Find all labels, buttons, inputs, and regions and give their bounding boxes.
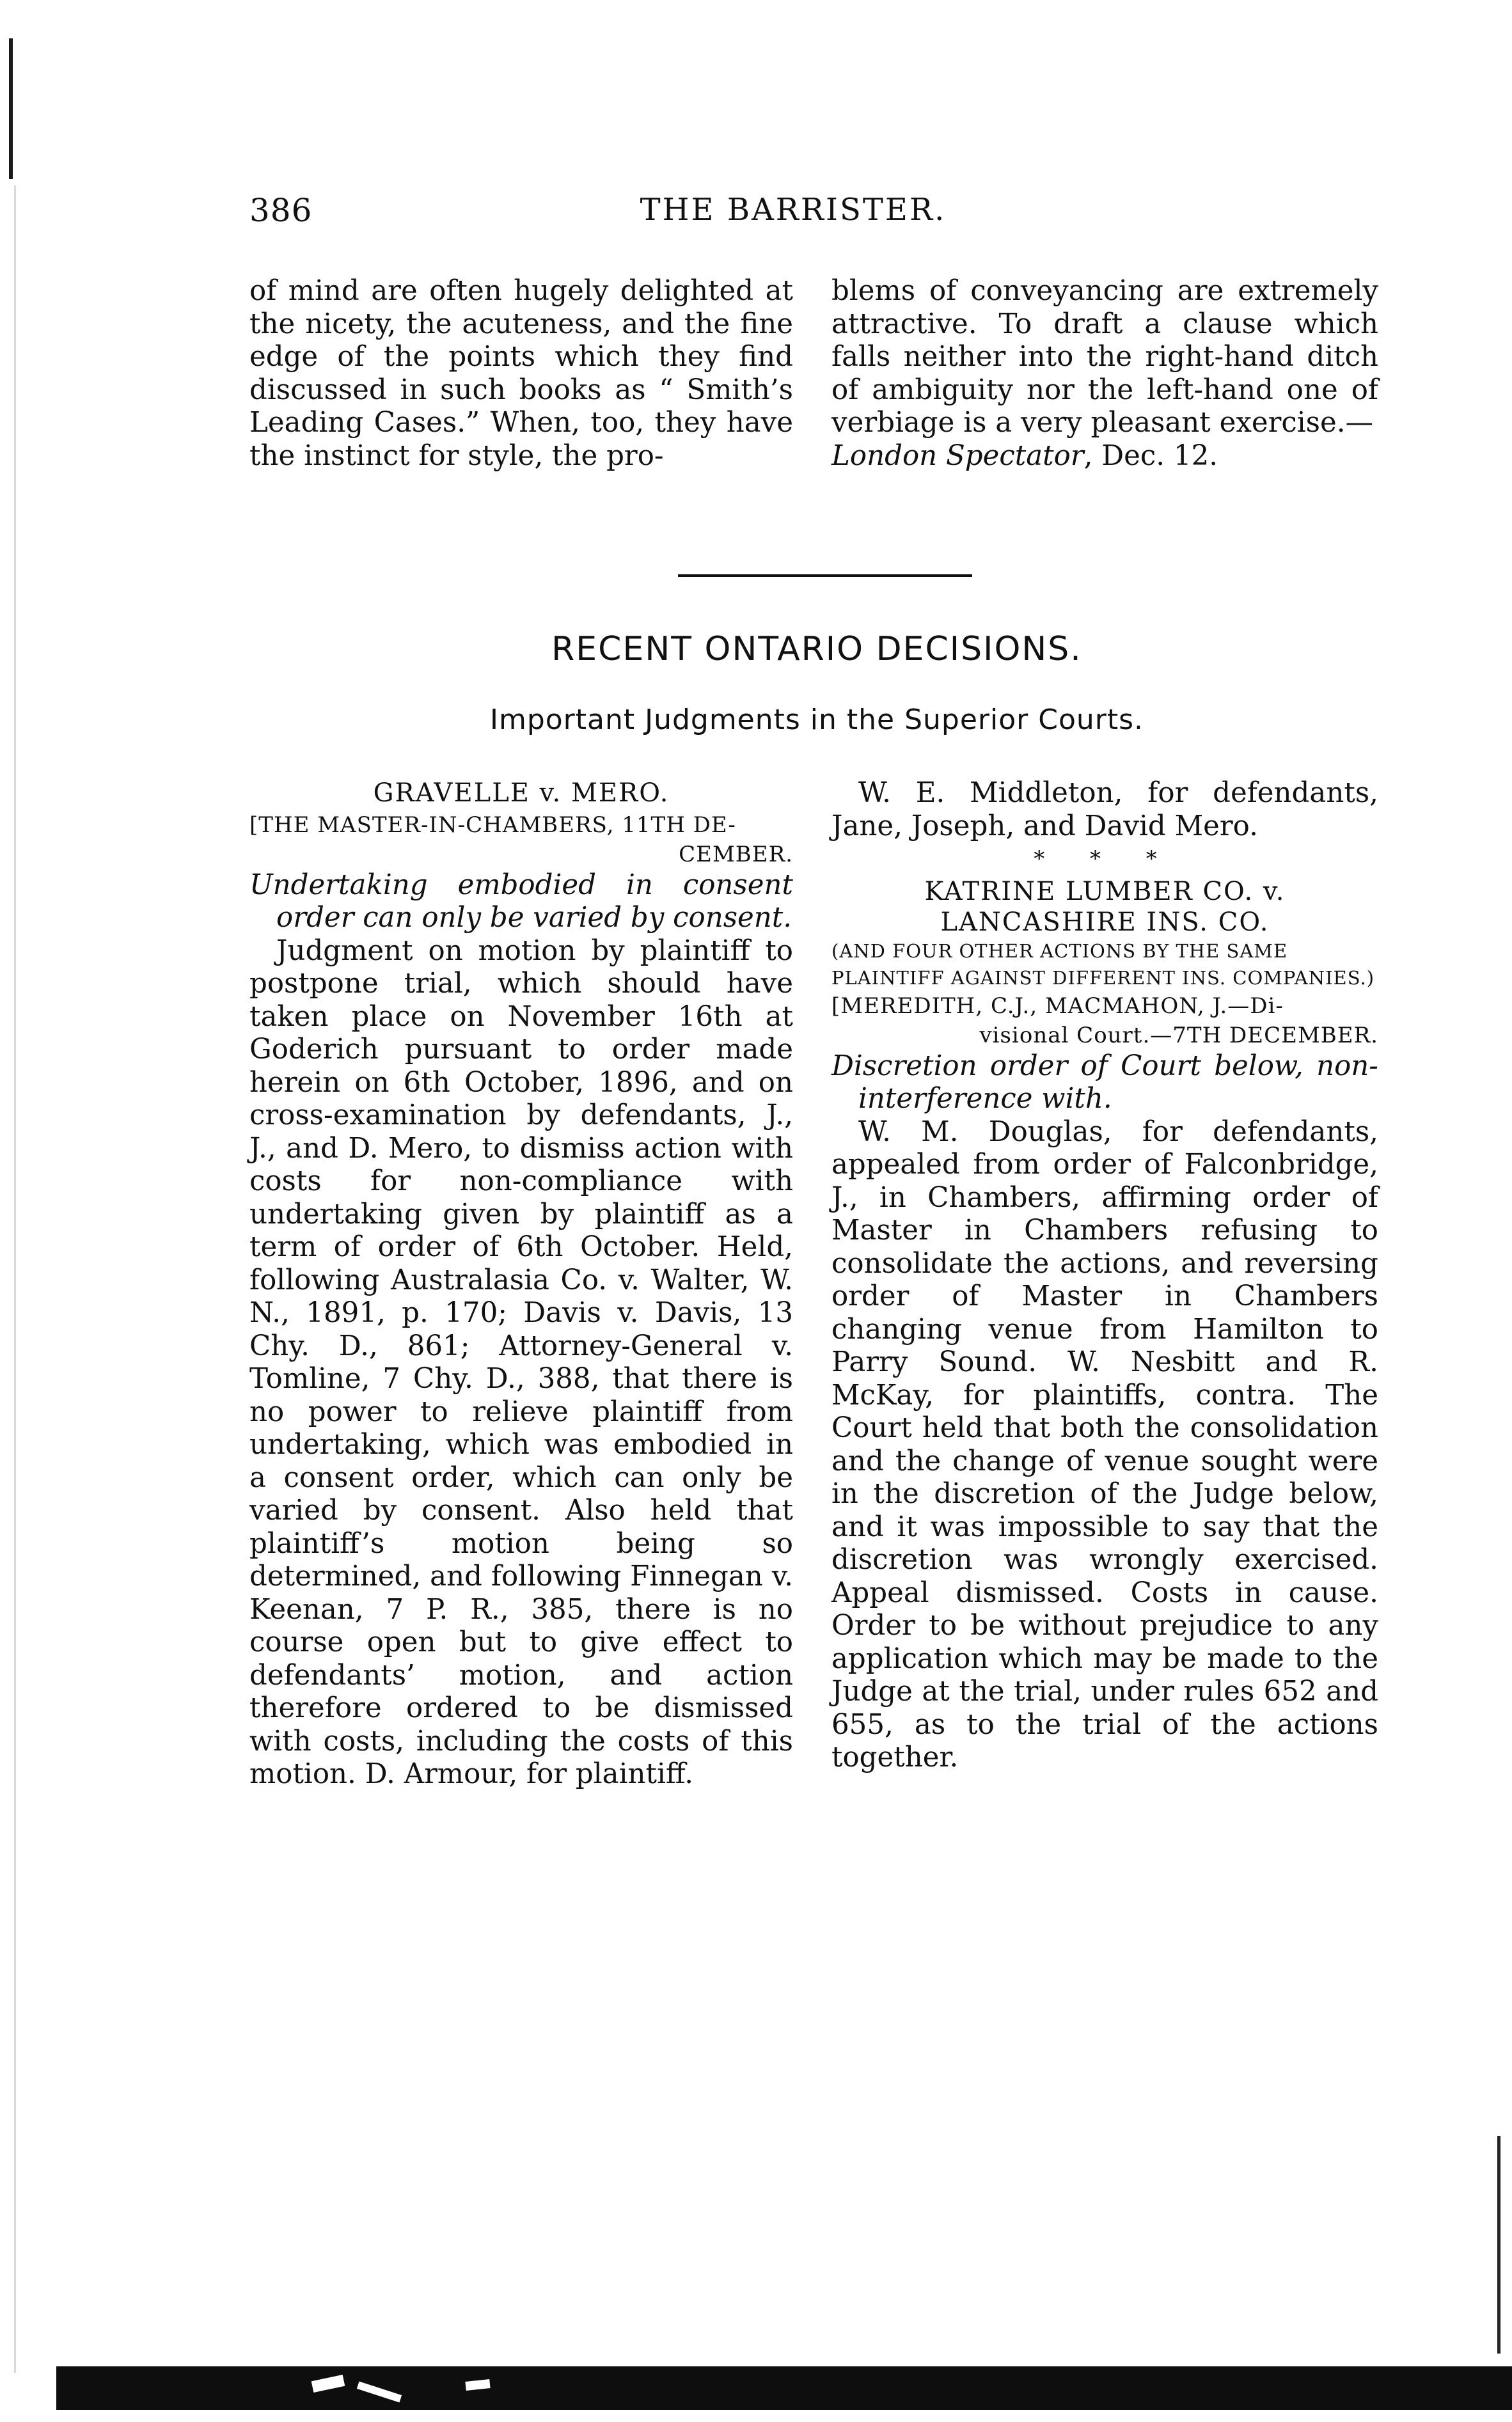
related-actions-note: (AND FOUR OTHER ACTIONS BY THE SAME PLAINTIFF AGAINST DIFFERENT INS. COMPANIES.) <box>831 940 1375 989</box>
separator-stars: * * * <box>1034 846 1176 872</box>
case-headnote: Discretion order of Court below, non-interference with. <box>831 1050 1378 1115</box>
court-line-start: [THE MASTER-IN-CHAMBERS, 11TH DE- <box>249 812 736 838</box>
scan-speck <box>465 2379 490 2391</box>
court-line-end: CEMBER. <box>679 841 793 867</box>
article-column-left <box>249 275 793 473</box>
scan-edge-shadow <box>14 185 16 2373</box>
scan-bottom-bar <box>56 2366 1512 2410</box>
court-line <box>831 991 1378 1050</box>
section-title: RECENT ONTARIO DECISIONS. <box>551 630 1082 668</box>
case-body: W. M. Douglas, for defendants, appealed from order of Falconbridge, J., in Chambers, affirming order of Master in Chambers refusing to consolidate the actions, and reversing order of Master in Chambers changing venue from Hamilton to Parry Sound. W. Nesbitt and R. McKay, for plaintiffs, contra. The Court held that both the consolidation and the change of venue sought were in the discretion of the Judge below, and it was impossible to say that the discretion was wrongly exercised. Appeal dismissed. Costs in cause. Order to be without prejudice to any application which may be made to the Judge at the trial, under rules 652 and 655, as to the trial of the actions together. <box>831 1115 1378 1773</box>
page-number: 386 <box>249 192 313 229</box>
section-divider <box>678 574 972 577</box>
scan-edge-mark-right <box>1497 2136 1500 2354</box>
journal-title: THE BARRISTER. <box>640 192 947 228</box>
cases-column-right <box>831 777 1378 1775</box>
article-text-right-body: blems of conveyancing are extremely attractive. To draft a clause which falls neither into the right-hand ditch of ambiguity nor the left-hand one of verbiage is a very pleasant exercise.— <box>831 275 1378 439</box>
scan-speck <box>311 2375 345 2393</box>
article-source: London Spectator <box>831 439 1084 472</box>
section-subtitle: Important Judgments in the Superior Courts. <box>489 704 1144 736</box>
cases-column-left <box>249 777 793 1791</box>
case-title: KATRINE LUMBER CO. v. LANCASHIRE INS. CO. <box>924 876 1286 937</box>
court-line-start: [MEREDITH, C.J., MACMAHON, J.—Di- <box>831 993 1284 1019</box>
running-header <box>249 192 1337 237</box>
scan-speck <box>357 2381 402 2402</box>
court-line-end: visional Court.—7TH DECEMBER. <box>979 1022 1378 1048</box>
court-line <box>249 810 793 869</box>
article-text-right <box>831 275 1378 473</box>
article-text-left: of mind are often hugely delighted at the nicety, the acuteness, and the fine edge of the points which they find discussed in such books as “ Smith’s Leading Cases.” When, too, they have the instinct for style, the pro- <box>249 275 793 472</box>
case-body: Judgment on motion by plaintiff to postpone trial, which should have taken place on November 16th at Goderich pursuant to order made herein on 6th October, 1896, and on cross-examination by defendants, J., J., and D. Mero, to dismiss action with costs for non-compliance with undertaking given by plaintiff as a term of order of 6th October. Held, following Australasia Co. v. Walter, W. N., 1891, p. 170; Davis v. Davis, 13 Chy. D., 861; Attorney-General v. Tomline, 7 Chy. D., 388, that there is no power to relieve plaintiff from undertaking, which was embodied in a consent order, which can only be varied by consent. Also held that plaintiff’s motion being so determined, and following Finnegan v. Keenan, 7 P. R., 385, there is no course open but to give effect to defendants’ motion, and action therefore ordered to be dismissed with costs, including the costs of this motion. D. Armour, for plaintiff. <box>249 934 793 1790</box>
scan-edge-mark <box>9 38 13 179</box>
counsel-continued: W. E. Middleton, for defendants, Jane, Joseph, and David Mero. <box>831 777 1378 842</box>
case-title: GRAVELLE v. MERO. <box>373 778 670 808</box>
article-column-right <box>831 275 1378 473</box>
article-source-date: , Dec. 12. <box>1083 439 1218 472</box>
case-headnote: Undertaking embodied in consent order can only be varied by consent. <box>249 869 793 934</box>
